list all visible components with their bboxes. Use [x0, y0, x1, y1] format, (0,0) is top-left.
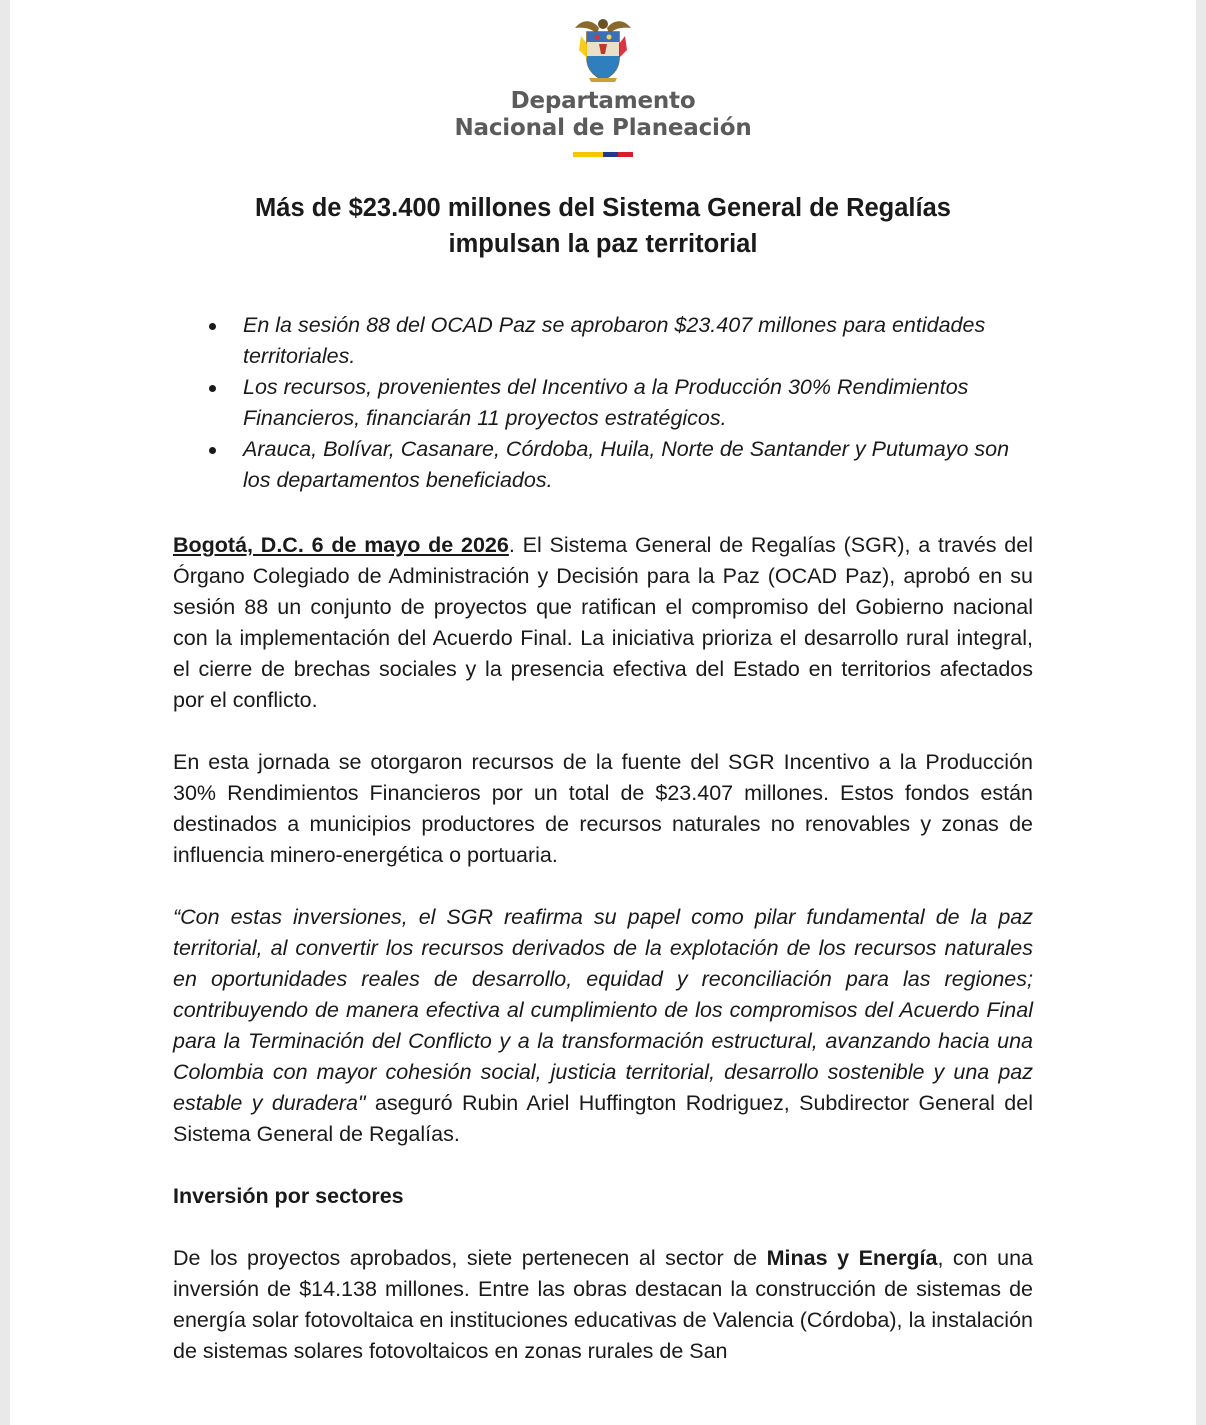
flag-blue-stripe — [603, 152, 618, 157]
bullet-text: Arauca, Bolívar, Casanare, Córdoba, Huila, Norte de Santander y Putumayo son los departamentos beneficiados. — [243, 437, 1010, 492]
colombia-coat-of-arms-icon — [571, 14, 635, 84]
quote-paragraph — [173, 902, 1033, 1150]
bullet-item — [243, 434, 1033, 496]
flag-yellow-stripe — [573, 152, 603, 157]
bullet-dot-icon — [209, 385, 216, 392]
bullet-text: Los recursos, provenientes del Incentivo a la Producción 30% Rendimientos Financieros, financiarán 11 proyectos estratégicos. — [243, 375, 969, 430]
dateline: Bogotá, D.C. 6 de mayo de 2026 — [173, 533, 509, 557]
sector-name: Minas y Energía — [766, 1246, 938, 1270]
paragraph-funding: En esta jornada se otorgaron recursos de la fuente del SGR Incentivo a la Producción 30% Rendimientos Financieros por un total de $23.407 millones. Estos fondos están destinados a municipios productores de recursos naturales no renovables y zonas de influencia minero-energética o portuaria. — [173, 750, 1033, 867]
document-page — [10, 0, 1196, 1425]
bullet-text: En la sesión 88 del OCAD Paz se aprobaron $23.407 millones para entidades territoriales. — [243, 313, 986, 368]
letterhead — [10, 14, 1196, 157]
bullet-dot-icon — [209, 323, 216, 330]
quote-text: “Con estas inversiones, el SGR reafirma su papel como pilar fundamental de la paz territorial, al convertir los recursos derivados de la explotación de los recursos naturales en oportunidades reales de desarrollo, equidad y reconciliación para las regiones; contribuyendo de manera efectiva al cumplimiento de los compromisos del Acuerdo Final para la Terminación del Conflicto y a la transformación estructural, avanzando hacia una Colombia con mayor cohesión social, justicia territorial, desarrollo sostenible y una paz estable y duradera" — [173, 905, 1033, 1115]
headline — [173, 190, 1033, 262]
summary-bullets — [173, 310, 1033, 496]
flag-red-stripe — [618, 152, 633, 157]
org-name-line2: Nacional de Planeación — [454, 115, 752, 141]
bullet-item — [243, 310, 1033, 372]
paragraph-intro — [173, 530, 1033, 716]
quote-attribution: aseguró Rubin Ariel Huffington Rodriguez, Subdirector General del Sistema General de Regalías. — [173, 1091, 1033, 1146]
bullet-dot-icon — [209, 447, 216, 454]
headline-text: Más de $23.400 millones del Sistema General de Regalías impulsan la paz territorial — [255, 194, 951, 258]
flag-colors-bar — [573, 152, 633, 157]
paragraph-sectors-text-before: De los proyectos aprobados, siete pertenecen al sector de — [173, 1246, 767, 1270]
press-release-body — [173, 190, 1033, 1398]
paragraph-sectors-text-after: , con una inversión de $14.138 millones. Entre las obras destacan la construcción de sistemas de energía solar fotovoltaica en instituciones educativas de Valencia (Córdoba), la instalación de sistemas solares fotovoltaicos en zonas rurales de San — [173, 1246, 1033, 1363]
paragraph-sectors — [173, 1243, 1033, 1367]
org-name-line1: Departamento — [510, 88, 696, 114]
section-heading: Inversión por sectores — [173, 1184, 404, 1208]
bullet-item — [243, 372, 1033, 434]
paragraph-intro-text: . El Sistema General de Regalías (SGR), a través del Órgano Colegiado de Administración y Decisión para la Paz (OCAD Paz), aprobó en su sesión 88 un conjunto de proyectos que ratifican el compromiso del Gobierno nacional con la implementación del Acuerdo Final. La iniciativa prioriza el desarrollo rural integral, el cierre de brechas sociales y la presencia efectiva del Estado en territorios afectados por el conflicto. — [173, 533, 1033, 712]
